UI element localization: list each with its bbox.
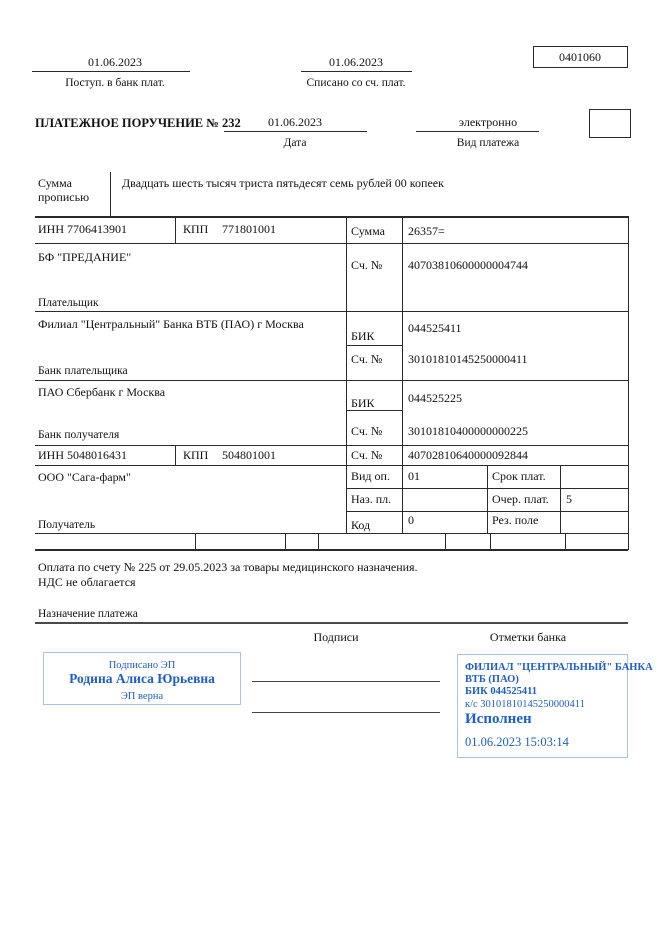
marks-row-vline xyxy=(490,533,491,549)
form-code: 0401060 xyxy=(559,50,601,64)
code-value: 0 xyxy=(408,513,414,527)
esign-signed-label: Подписано ЭП xyxy=(108,660,176,671)
sum-label: Сумма xyxy=(351,224,385,238)
payee-kpp-value: 504801001 xyxy=(222,448,276,462)
table-vline xyxy=(560,465,561,533)
payment-kind-label: Вид платежа xyxy=(456,137,520,149)
document-date: 01.06.2023 xyxy=(268,115,322,129)
payer-kpp-value: 771801001 xyxy=(222,222,276,236)
signature-line-1 xyxy=(252,681,440,682)
table-line xyxy=(35,533,628,534)
payer-bank-name: Филиал "Центральный" Банка ВТБ (ПАО) г Москва xyxy=(38,317,304,331)
esign-signer-name: Родина Алиса Юрьевна xyxy=(69,671,215,686)
reserve-field-label: Рез. поле xyxy=(492,513,539,527)
bik-label-line xyxy=(346,345,402,346)
amount-in-words: Двадцать шесть тысяч триста пятьдесят семь рублей 00 копеек xyxy=(122,176,444,190)
received-in-bank-label: Поступ. в банк плат. xyxy=(65,77,165,89)
priority-value: 5 xyxy=(566,492,572,506)
marks-row-vline xyxy=(195,533,196,549)
status-code-box xyxy=(589,109,631,138)
payer-account: 40703810600000004744 xyxy=(408,258,528,272)
payer-bank-account-label: Сч. № xyxy=(351,352,383,366)
op-type-label: Вид оп. xyxy=(351,469,390,483)
table-line xyxy=(35,311,628,312)
due-date-label: Срок плат. xyxy=(492,469,546,483)
payee-account: 40702810640000092844 xyxy=(408,448,528,462)
payee-name: ООО "Сага-фарм" xyxy=(38,470,131,484)
received-in-bank-date: 01.06.2023 xyxy=(88,55,142,69)
date-underline xyxy=(224,131,367,132)
debited-label: Списано со сч. плат. xyxy=(306,77,406,89)
table-vline-right xyxy=(628,216,629,550)
bank-marks-heading: Отметки банка xyxy=(489,630,567,644)
table-line-bottom xyxy=(35,549,628,551)
purpose-line2: НДС не облагается xyxy=(38,575,136,589)
esign-stamp-box xyxy=(43,652,241,705)
table-vline xyxy=(175,445,176,465)
stamp-bank-line2: ВТБ (ПАО) xyxy=(465,674,519,685)
amount-in-words-label: Сумма прописью xyxy=(38,176,90,204)
table-vline xyxy=(346,216,347,533)
payer-bank-bik-label: БИК xyxy=(351,329,375,343)
purpose-code-label: Наз. пл. xyxy=(351,492,392,506)
payee-bank-bik-label: БИК xyxy=(351,396,375,410)
table-vline xyxy=(487,465,488,533)
payee-bank-section-label: Банк получателя xyxy=(38,429,120,441)
payee-bank-bik: 044525225 xyxy=(408,391,462,405)
document-title: ПЛАТЕЖНОЕ ПОРУЧЕНИЕ № 232 xyxy=(35,116,241,130)
purpose-section-label: Назначение платежа xyxy=(38,608,138,620)
signature-line-2 xyxy=(252,712,440,713)
stamp-status: Исполнен xyxy=(465,711,532,727)
table-line xyxy=(35,243,628,244)
marks-row-vline xyxy=(285,533,286,549)
op-type-value: 01 xyxy=(408,469,420,483)
stamp-datetime: 01.06.2023 15:03:14 xyxy=(465,735,569,749)
received-underline xyxy=(32,71,190,72)
payer-bank-bik: 044525411 xyxy=(408,321,462,335)
purpose-line1: Оплата по счету № 225 от 29.05.2023 за товары медицинского назначения. xyxy=(38,560,418,574)
debited-date: 01.06.2023 xyxy=(329,55,383,69)
table-line-top xyxy=(35,216,628,218)
marks-row-vline xyxy=(565,533,566,549)
payer-bank-section-label: Банк плательщика xyxy=(38,365,128,377)
payer-name: БФ "ПРЕДАНИЕ" xyxy=(38,250,132,264)
signatures-heading: Подписи xyxy=(313,630,359,644)
table-vline xyxy=(402,216,403,533)
date-label: Дата xyxy=(283,137,307,149)
sum-value: 26357= xyxy=(408,224,445,238)
bank-stamp-box xyxy=(457,654,653,758)
payment-kind-underline xyxy=(416,131,539,132)
payee-section-label: Получатель xyxy=(38,519,96,531)
payment-kind-value: электронно xyxy=(458,115,518,129)
marks-row-vline xyxy=(445,533,446,549)
stamp-bank-line1: ФИЛИАЛ "ЦЕНТРАЛЬНЫЙ" БАНКА xyxy=(465,662,653,673)
table-line xyxy=(35,465,628,466)
payer-inn: ИНН 7706413901 xyxy=(38,222,127,236)
form-code-box xyxy=(533,46,628,68)
payee-bank-name: ПАО Сбербанк г Москва xyxy=(38,385,166,399)
table-line xyxy=(35,380,628,381)
payee-inn: ИНН 5048016431 xyxy=(38,448,127,462)
code-label: Код xyxy=(351,518,371,532)
payer-kpp-label: КПП xyxy=(183,222,209,236)
marks-row-vline xyxy=(318,533,319,549)
stamp-corr-line: к/с 30101810145250000411 xyxy=(465,699,585,710)
priority-label: Очер. плат. xyxy=(492,492,549,506)
stamp-bik-line: БИК 044525411 xyxy=(465,686,538,697)
table-vline xyxy=(175,216,176,243)
debited-underline xyxy=(301,71,412,72)
esign-valid-label: ЭП верна xyxy=(120,691,164,702)
table-vline xyxy=(110,172,111,216)
payer-account-label: Сч. № xyxy=(351,258,383,272)
payee-account-label: Сч. № xyxy=(351,448,383,462)
payer-bank-account: 30101810145250000411 xyxy=(408,352,528,366)
table-line xyxy=(35,445,628,446)
payee-kpp-label: КПП xyxy=(183,448,209,462)
bik-label-line xyxy=(346,410,402,411)
purpose-underline xyxy=(35,622,628,624)
payee-bank-account-label: Сч. № xyxy=(351,424,383,438)
payer-section-label: Плательщик xyxy=(38,297,99,309)
payee-bank-account: 30101810400000000225 xyxy=(408,424,528,438)
